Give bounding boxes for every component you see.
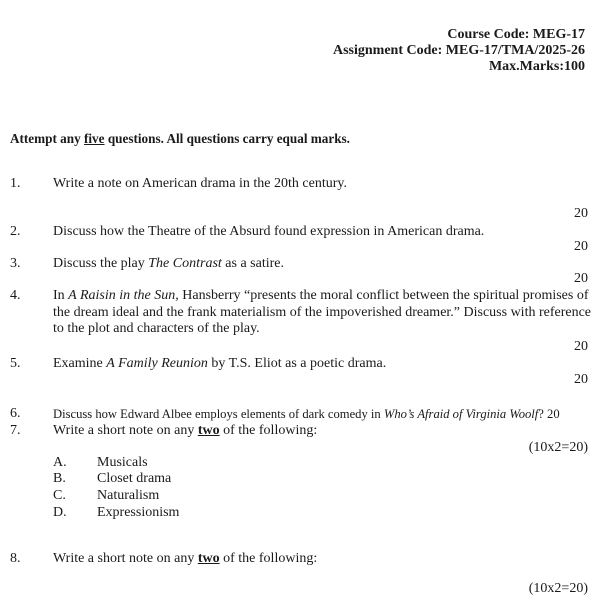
- question-2-text: Discuss how the Theatre of the Absurd found expression in American drama.: [53, 224, 485, 239]
- question-7-number: 7.: [10, 423, 21, 438]
- q7-option-c-label: C.: [53, 488, 66, 503]
- q7-pre: Write a short note on any: [53, 423, 198, 438]
- q7-option-d-label: D.: [53, 505, 67, 520]
- q7-option-a-text: Musicals: [97, 455, 148, 470]
- question-2-number: 2.: [10, 224, 21, 239]
- question-8-number: 8.: [10, 551, 21, 566]
- q5-pre: Examine: [53, 356, 107, 371]
- question-8-marks: (10x2=20): [528, 581, 588, 596]
- q7-emphasis: two: [197, 423, 220, 438]
- question-6-number: 6.: [10, 406, 21, 421]
- q3-pre: Discuss the play: [53, 256, 149, 271]
- question-1-number: 1.: [10, 176, 21, 191]
- q7-option-d-text: Expressionism: [97, 505, 180, 520]
- question-4-text: [53, 288, 593, 338]
- q7-option-a-label: A.: [53, 455, 67, 470]
- instructions-pre: Attempt any: [10, 131, 84, 146]
- q4-title: A Raisin in the Sun,: [68, 288, 179, 303]
- instructions-emphasis: five: [84, 131, 105, 146]
- question-6-text: [53, 407, 560, 422]
- question-3-marks: 20: [574, 271, 588, 286]
- instructions-post: questions. All questions carry equal marks.: [104, 131, 350, 146]
- question-8-text: [53, 551, 317, 567]
- q5-title: A Family Reunion: [106, 356, 208, 371]
- question-5-number: 5.: [10, 356, 21, 371]
- q5-post: by T.S. Eliot as a poetic drama.: [207, 356, 387, 371]
- q8-post: of the following:: [219, 551, 318, 566]
- q6-pre: Discuss how Edward Albee employs elements of dark comedy in: [53, 407, 384, 421]
- max-marks: Max.Marks:100: [488, 59, 585, 74]
- assignment-code: Assignment Code: MEG-17/TMA/2025-26: [333, 43, 585, 58]
- question-5-marks: 20: [574, 372, 588, 387]
- q8-pre: Write a short note on any: [53, 551, 198, 566]
- course-code: Course Code: MEG-17: [447, 27, 585, 42]
- question-1-text: Write a note on American drama in the 20th century.: [53, 176, 347, 191]
- q8-emphasis: two: [197, 551, 220, 566]
- instructions: [10, 131, 350, 147]
- question-7-marks: (10x2=20): [528, 440, 588, 455]
- q6-title: Who’s Afraid of Virginia Woolf: [383, 407, 539, 421]
- question-3-text: [53, 256, 284, 272]
- question-4-marks: 20: [574, 339, 588, 354]
- question-2-marks: 20: [574, 239, 588, 254]
- question-5-text: [53, 356, 386, 372]
- q3-title: The Contrast: [148, 256, 222, 271]
- question-1-marks: 20: [574, 206, 588, 221]
- question-4-number: 4.: [10, 288, 21, 303]
- q7-post: of the following:: [219, 423, 318, 438]
- q7-option-c-text: Naturalism: [97, 488, 160, 503]
- q6-post: ? 20: [538, 407, 560, 421]
- question-7-text: [53, 423, 317, 439]
- q4-post: Hansberry “presents the moral conflict between the spiritual promises of the dream ideal and the frank materialism of the impoverished dreamer.” Discuss with reference to the plot and characters of the play.: [53, 288, 592, 336]
- q4-pre: In: [53, 288, 69, 303]
- q3-post: as a satire.: [221, 256, 284, 271]
- q7-option-b-label: B.: [53, 471, 66, 486]
- question-3-number: 3.: [10, 256, 21, 271]
- q7-option-b-text: Closet drama: [97, 471, 172, 486]
